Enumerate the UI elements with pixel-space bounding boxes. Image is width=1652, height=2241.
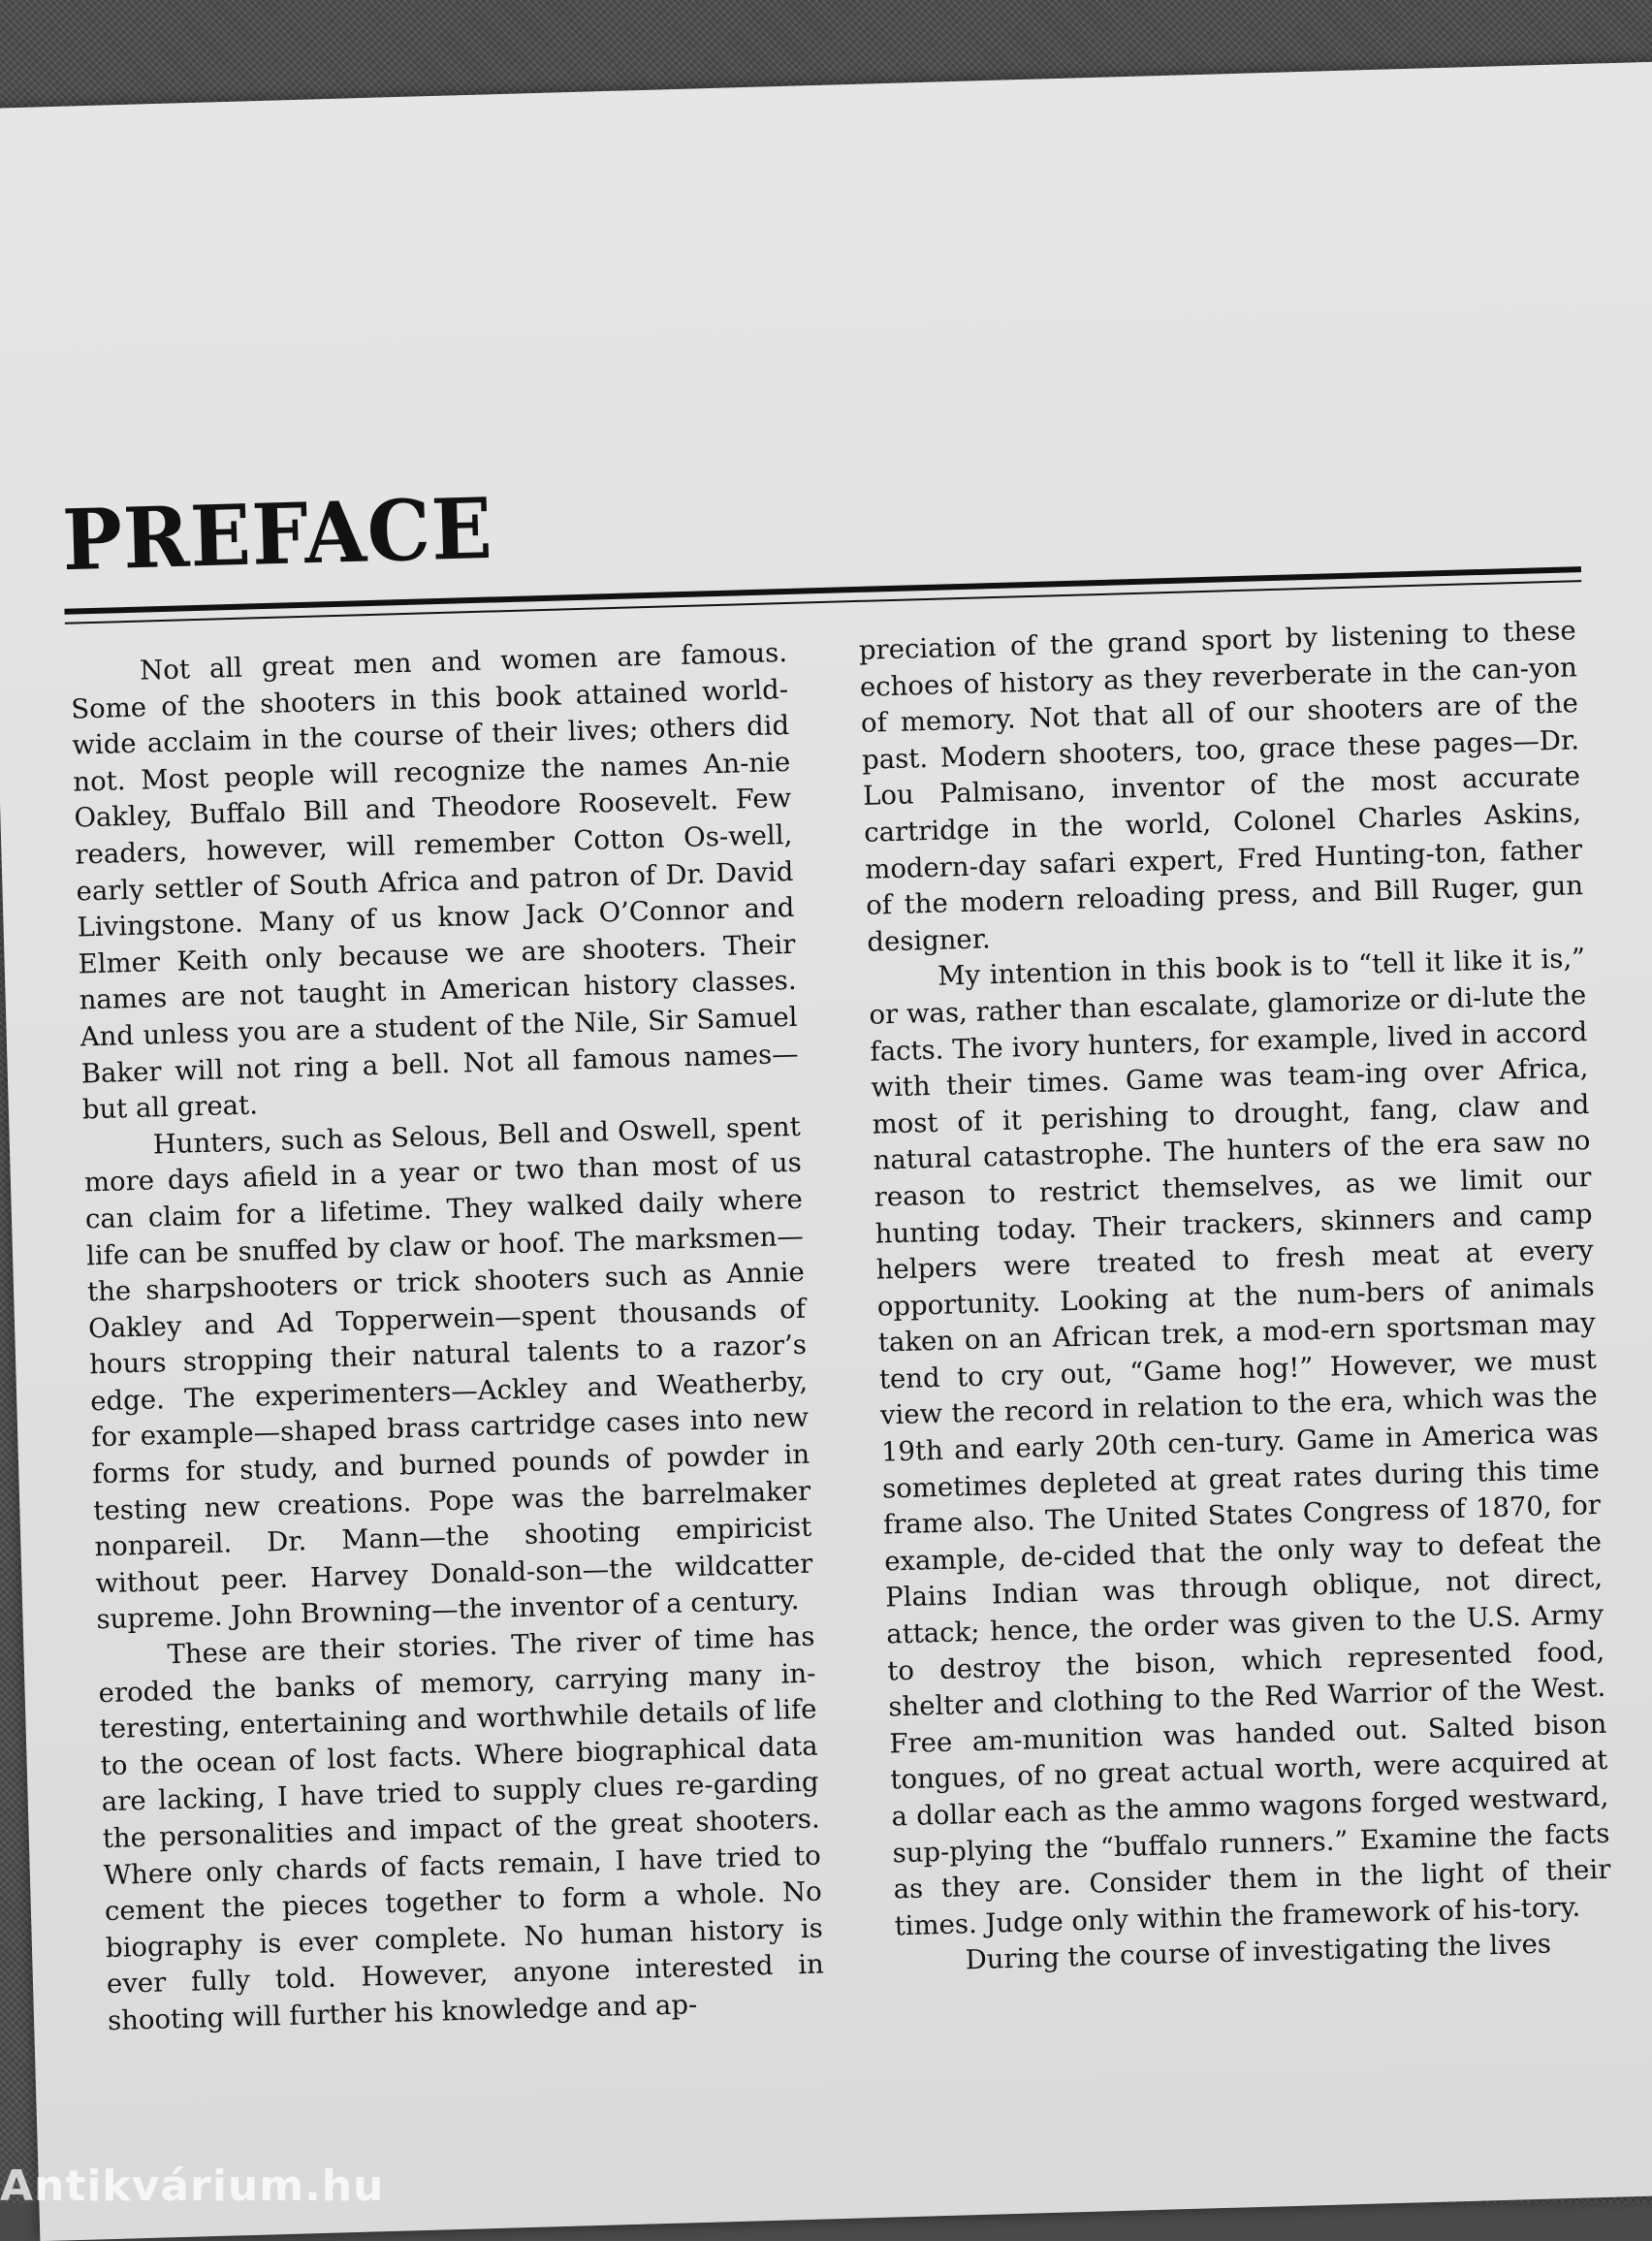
paragraph: Not all great men and women are famous. Some of the shooters in this book attained world-wide acclaim in the course of their lives; others did not. Most people will recognize the names An-nie Oakley, Buffalo Bill and Theodore Roosevelt. Few readers, however, will remember Cotton Os-well, early settler of South Africa and patron of Dr. David Livingstone. Many of us know Jack O’Connor and Elmer Keith only because we are shooters. Their names are not taught in American history classes. And unless you are a student of the Nile, Sir Samuel Baker will not ring a bell. Not all famous names—but all great. <box>70 636 799 1126</box>
right-column <box>858 613 1613 1981</box>
watermark: Antikvárium.hu <box>0 2161 385 2211</box>
paragraph: These are their stories. The river of time has eroded the banks of memory, carrying many in-teresting, entertaining and worthwhile details of life to the ocean of lost facts. Where biographical data are lacking, I have tried to supply clues re-garding the personalities and impact of the great shooters. Where only chards of facts remain, I have tried to cement the pieces together to form a whole. No biography is ever complete. No human history is ever fully told. However, anyone interested in shooting will further his knowledge and ap- <box>98 1620 825 2037</box>
paragraph: During the course of investigating the lives <box>965 1928 1552 1976</box>
book-page <box>0 61 1652 2241</box>
paragraph: preciation of the grand sport by listening to these echoes of history as they reverberate in the can-yon of memory. Not that all of our shooters are of the past. Modern shooters, too, grace these pages—Dr. Lou Palmisano, inventor of the most accurate cartridge in the world, Colonel Charles Askins, modern-day safari expert, Fred Hunting-ton, father of the modern reloading press, and Bill Ruger, gun designer. <box>858 615 1584 958</box>
paragraph: My intention in this book is to “tell it like it is,” or was, rather than escalate, glamorize or di-lute the facts. The ivory hunters, for example, lived in accord with their times. Game was team-ing over Africa, most of it perishing to drought, fang, claw and natural catastrophe. The hunters of the era saw no reason to restrict themselves, as we limit our hunting today. Their trackers, skinners and camp helpers were treated to fresh meat at every opportunity. Looking at the num-bers of animals taken on an African trek, a mod-ern sportsman may tend to cry out, “Game hog!” However, we must view the record in relation to the era, which was the 19th and early 20th cen-tury. Game in America was sometimes depleted at great rates during this time frame also. The United States Congress of 1870, for example, de-cided that the only way to defeat the Plains Indian was through oblique, not direct, attack; hence, the order was given to the U.S. Army to destroy the bison, which represented food, shelter and clothing to the Red Warrior of the West. Free am-munition was handed out. Salted bison tongues, of no great actual worth, were acquired at a dollar each as the ammo wagons forged westward, sup-plying the “buffalo runners.” Examine the facts as they are. Consider them in the light of their times. Judge only within the framework of his-tory. <box>869 943 1611 1942</box>
page-title: PREFACE <box>61 480 494 591</box>
paragraph: Hunters, such as Selous, Bell and Oswell, spent more days afield in a year or two than most of us can claim for a lifetime. They walked daily where life can be snuffed by claw or hoof. The marksmen—the sharpshooters or trick shooters such as Annie Oakley and Ad Topperwein—spent thousands of hours stropping their natural talents to a razor’s edge. The experimenters—Ackley and Weatherby, for example—shaped brass cartridge cases into new forms for study, and burned pounds of powder in testing new creations. Pope was the barrelmaker nonpareil. Dr. Mann—the shooting empiricist without peer. Harvey Donald-son—the wildcatter supreme. John Browning—the inventor of a century. <box>83 1110 813 1636</box>
left-column <box>70 635 826 2040</box>
